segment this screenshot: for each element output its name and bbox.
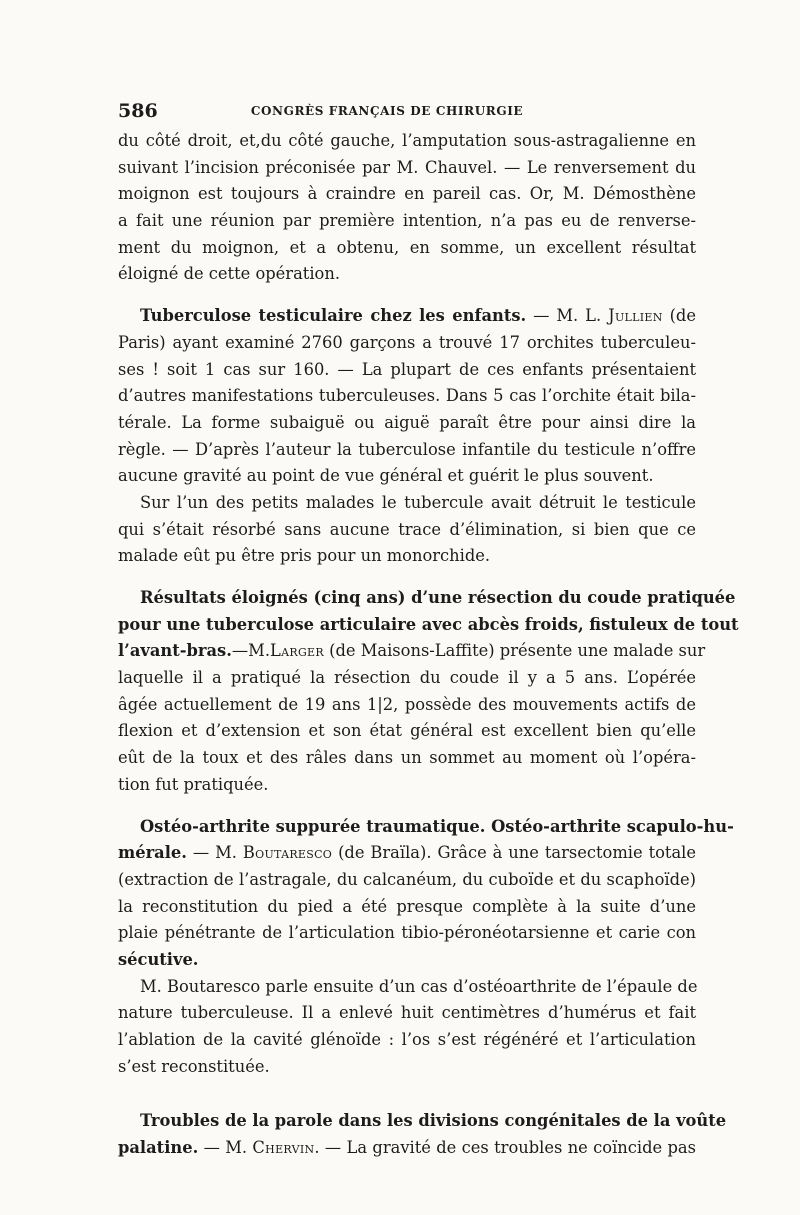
- text-line: éloigné de cette opération.: [118, 264, 341, 284]
- text-line: qui s’était résorbé sans aucune trace d’élimination, si bien que ce: [118, 519, 696, 539]
- section-title: Ostéo-arthrite suppurée traumatique. Ostéo-arthrite scapulo-hu-: [140, 816, 734, 836]
- section-heading-line: mérale. — M. Boutaresco (de Braïla). Grâce à une tarsectomie totale: [118, 843, 697, 863]
- section-title: palatine.: [118, 1138, 199, 1158]
- text-line: Sur l’un des petits malades le tubercule avait détruit le testicule: [140, 492, 696, 512]
- page-body: [118, 128, 739, 1162]
- text-line: d’autres manifestations tuberculeuses. Dans 5 cas l’orchite était bila-: [118, 386, 696, 406]
- text-line: laquelle il a pratiqué la résection du coude il y a 5 ans. L’opérée: [118, 668, 696, 688]
- text-line: sécutive.: [118, 949, 199, 969]
- text-line: suivant l’incision préconisée par M. Chauvel. — Le renversement du: [118, 157, 696, 177]
- section-title: mérale.: [118, 843, 187, 863]
- section-title: Troubles de la parole dans les divisions congénitales de la voûte: [140, 1111, 727, 1131]
- text-line: ment du moignon, et a obtenu, en somme, un excellent résultat: [118, 237, 696, 257]
- text-line: moignon est toujours à craindre en pareil cas. Or, M. Démosthène: [118, 184, 696, 204]
- text-line: s’est reconstituée.: [118, 1056, 270, 1076]
- text-line: la reconstitution du pied a été presque complète à la suite d’une: [118, 896, 696, 916]
- text-line: âgée actuellement de 19 ans 1|2, possède des mouvements actifs de: [118, 694, 696, 714]
- text-line: a fait une réunion par première intention, n’a pas eu de renverse-: [118, 211, 696, 231]
- text-line: plaie pénétrante de l’articulation tibio-péronéotarsienne et carie con: [118, 923, 696, 943]
- text-line: M. Boutaresco parle ensuite d’un cas d’ostéoarthrite de l’épaule de: [140, 976, 698, 996]
- text-line: aucune gravité au point de vue général et guérit le plus souvent.: [118, 466, 654, 486]
- text-line: térale. La forme subaiguë ou aiguë paraît être pour ainsi dire la: [118, 412, 696, 432]
- text-line: flexion et d’extension et son état général est excellent bien qu’elle: [118, 721, 696, 741]
- section-title: pour une tuberculose articulaire avec abcès froids, fistuleux de tout: [118, 614, 739, 634]
- author-name: Larger: [270, 641, 324, 661]
- section-heading-line: Tuberculose testiculaire chez les enfants. — M. L. Jullien (de: [140, 306, 696, 326]
- section-title: l’avant-bras.: [118, 641, 232, 661]
- section-heading-line: palatine. — M. Chervin. — La gravité de ces troubles ne coïncide pas: [118, 1138, 696, 1158]
- running-title: CONGRÈS FRANÇAIS DE CHIRURGIE: [250, 104, 524, 118]
- text-line: malade eût pu être pris pour un monorchide.: [118, 546, 491, 566]
- text-line: nature tuberculeuse. Il a enlevé huit centimètres d’humérus et fait: [118, 1003, 696, 1023]
- text-line: eût de la toux et des râles dans un sommet au moment où l’opéra-: [118, 748, 696, 768]
- section-title: Tuberculose testiculaire chez les enfants.: [140, 306, 527, 326]
- page-header: [118, 100, 696, 124]
- text-line: règle. — D’après l’auteur la tuberculose infantile du testicule n’offre: [118, 439, 696, 459]
- text-line: l’ablation de la cavité glénoïde : l’os s’est régénéré et l’articulation: [118, 1030, 696, 1049]
- text-line: (extraction de l’astragale, du calcanéum, du cuboïde et du scaphoïde): [118, 869, 696, 889]
- author-name: Jullien: [608, 306, 663, 326]
- author-name: Chervin: [252, 1138, 315, 1158]
- text-line: Paris) ayant examiné 2760 garçons a trouvé 17 orchites tuberculeu-: [118, 332, 696, 352]
- page-number: 586: [118, 100, 158, 122]
- text-line: ses ! soit 1 cas sur 160. — La plupart de ces enfants présentaient: [118, 359, 696, 379]
- section-heading-line: l’avant-bras.—M.Larger (de Maisons-Laffite) présente une malade sur: [118, 641, 706, 661]
- section-title: Résultats éloignés (cinq ans) d’une résection du coude pratiquée: [140, 588, 736, 607]
- author-name: Boutaresco: [242, 843, 333, 863]
- text-line: du côté droit, et,du côté gauche, l’amputation sous-astragalienne en: [118, 131, 696, 150]
- text-line: tion fut pratiquée.: [118, 774, 269, 794]
